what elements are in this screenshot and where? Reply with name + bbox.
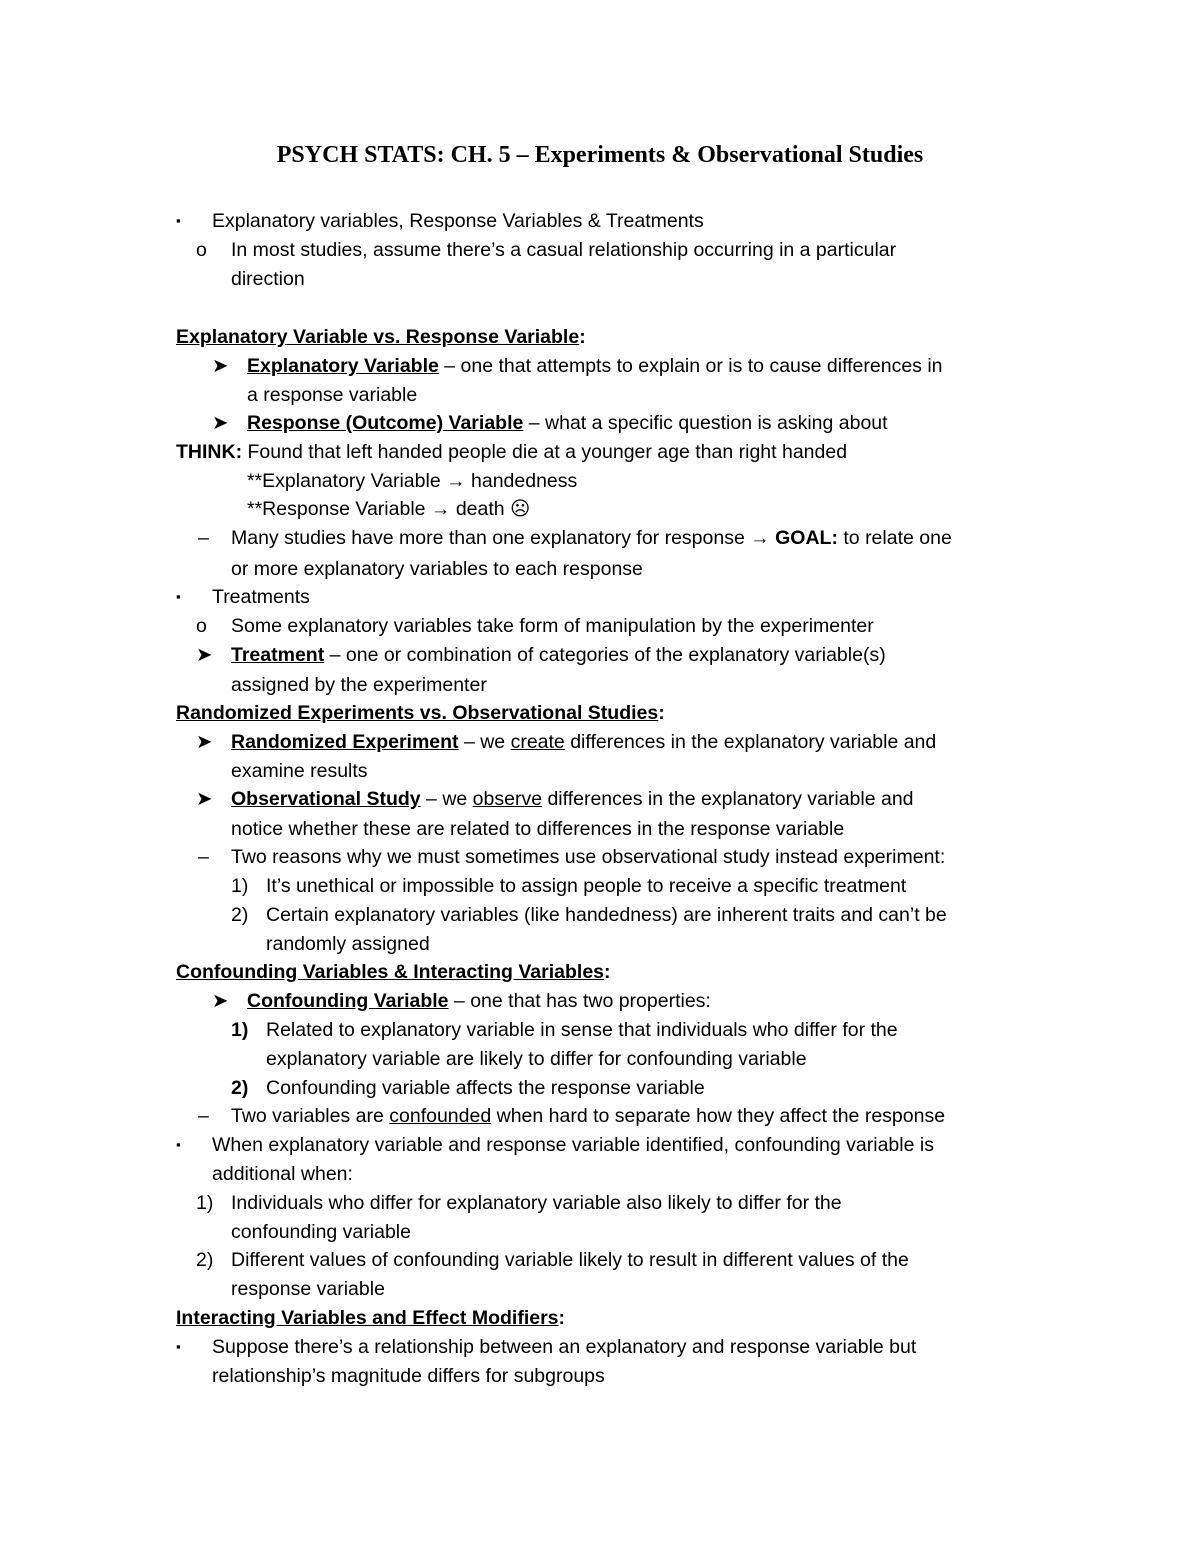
goal-label: GOAL:	[775, 527, 838, 549]
arrow-bullet-icon: ➤	[196, 644, 213, 666]
definition: – one that attempts to explain or is to cause differences in	[438, 355, 943, 377]
section-heading	[176, 1304, 565, 1332]
arrow-bullet-icon: ➤	[196, 788, 213, 810]
heading-text: Confounding Variables & Interacting Variables	[176, 961, 605, 983]
term: Randomized Experiment	[231, 731, 459, 753]
list-item: Related to explanatory variable in sense that individuals who differ for the	[266, 1019, 898, 1041]
list-number: 2)	[231, 904, 249, 926]
circle-bullet-icon: o	[196, 239, 207, 261]
list-number: 2)	[231, 1077, 249, 1099]
definition-b: differences in the explanatory variable and	[564, 731, 937, 753]
bullet-text: Explanatory variables, Response Variables & Treatments	[212, 210, 704, 232]
think-response: **Response Variable → death ☹	[247, 498, 531, 520]
definition-cont: notice whether these are related to differences in the response variable	[231, 818, 845, 840]
dash-bullet-icon: –	[198, 1105, 209, 1127]
term: Explanatory Variable	[247, 355, 439, 377]
heading-text: Explanatory Variable vs. Response Variable	[176, 326, 580, 348]
think-explanatory: **Explanatory Variable → handedness	[247, 470, 578, 492]
list-item: Confounding variable affects the response variable	[266, 1077, 705, 1099]
bullet-text: Treatments	[212, 586, 310, 608]
list-item-cont: response variable	[231, 1278, 385, 1300]
dash-text	[231, 1102, 945, 1130]
definition-cont: examine results	[231, 760, 368, 782]
list-item-cont: explanatory variable are likely to differ for confounding variable	[266, 1048, 807, 1070]
definition-randomized-experiment	[231, 728, 936, 756]
list-item-cont: confounding variable	[231, 1221, 411, 1243]
arrow-bullet-icon: ➤	[212, 355, 229, 377]
list-item-cont: randomly assigned	[266, 933, 430, 955]
think-line	[176, 438, 847, 466]
dash-text-a: Many studies have more than one explanatory for response →	[231, 527, 776, 549]
list-item: Individuals who differ for explanatory variable also likely to differ for the	[231, 1192, 842, 1214]
definition: – one or combination of categories of the explanatory variable(s)	[324, 644, 886, 666]
definition-b: differences in the explanatory variable and	[542, 788, 914, 810]
dash-bullet-icon: –	[198, 846, 209, 868]
section-heading	[176, 699, 665, 727]
term: Confounding Variable	[247, 990, 449, 1012]
definition-cont: assigned by the experimenter	[231, 674, 487, 696]
section-heading	[176, 958, 611, 986]
square-bullet-icon: ▪	[176, 1339, 181, 1354]
circle-bullet-icon: o	[196, 615, 207, 637]
definition-response	[247, 409, 888, 437]
list-number: 2)	[196, 1249, 214, 1271]
definition: – what a specific question is asking about	[523, 412, 888, 434]
term: Response (Outcome) Variable	[247, 412, 524, 434]
dash-text	[231, 524, 952, 552]
definition-confounding	[247, 987, 711, 1015]
list-item: Certain explanatory variables (like handedness) are inherent traits and can’t be	[266, 904, 947, 926]
list-number: 1)	[196, 1192, 214, 1214]
dash-text-cont: or more explanatory variables to each response	[231, 558, 643, 580]
sub-bullet-text: In most studies, assume there’s a casual relationship occurring in a particular	[231, 239, 897, 261]
heading-colon: :	[579, 326, 586, 348]
definition-cont: a response variable	[247, 384, 418, 406]
bullet-text-cont: additional when:	[212, 1163, 353, 1185]
heading-colon: :	[604, 961, 611, 983]
sub-bullet-text: Some explanatory variables take form of manipulation by the experimenter	[231, 615, 874, 637]
definition-a: – we	[458, 731, 511, 753]
heading-text: Randomized Experiments vs. Observational Studies	[176, 702, 659, 724]
list-item: It’s unethical or impossible to assign people to receive a specific treatment	[266, 875, 907, 897]
dash-bullet-icon: –	[198, 527, 209, 549]
definition-observational-study	[231, 785, 914, 813]
definition-explanatory	[247, 352, 943, 380]
think-text: Found that left handed people die at a younger age than right handed	[242, 441, 848, 463]
definition-a: – we	[420, 788, 473, 810]
arrow-bullet-icon: ➤	[212, 990, 229, 1012]
think-label: THINK:	[176, 441, 243, 463]
list-item: Different values of confounding variable likely to result in different values of the	[231, 1249, 909, 1271]
dash-text-b: when hard to separate how they affect the response	[491, 1105, 946, 1127]
bullet-text-cont: relationship’s magnitude differs for subgroups	[212, 1365, 605, 1387]
heading-colon: :	[658, 702, 665, 724]
list-number: 1)	[231, 875, 249, 897]
document-title: PSYCH STATS: CH. 5 – Experiments & Observational Studies	[276, 142, 924, 168]
emphasis-create: create	[510, 731, 565, 753]
heading-colon: :	[558, 1307, 566, 1329]
emphasis-observe: observe	[472, 788, 543, 810]
sub-bullet-text-cont: direction	[231, 268, 305, 290]
emphasis-confounded: confounded	[389, 1105, 492, 1127]
arrow-bullet-icon: ➤	[196, 731, 213, 753]
arrow-bullet-icon: ➤	[212, 412, 229, 434]
dash-text: Two reasons why we must sometimes use observational study instead experiment:	[231, 846, 946, 868]
term: Observational Study	[231, 788, 421, 810]
square-bullet-icon: ▪	[176, 589, 181, 604]
bullet-text: When explanatory variable and response variable identified, confounding variable is	[212, 1134, 934, 1156]
definition: – one that has two properties:	[448, 990, 711, 1012]
term: Treatment	[231, 644, 325, 666]
bullet-text: Suppose there’s a relationship between an explanatory and response variable but	[212, 1336, 917, 1358]
square-bullet-icon: ▪	[176, 213, 181, 228]
dash-text-a: Two variables are	[231, 1105, 390, 1127]
heading-text: Interacting Variables and Effect Modifiers	[176, 1307, 559, 1329]
section-heading	[176, 323, 586, 351]
list-number: 1)	[231, 1019, 249, 1041]
definition-treatment	[231, 641, 886, 669]
dash-text-b: to relate one	[837, 527, 952, 549]
square-bullet-icon: ▪	[176, 1137, 181, 1152]
